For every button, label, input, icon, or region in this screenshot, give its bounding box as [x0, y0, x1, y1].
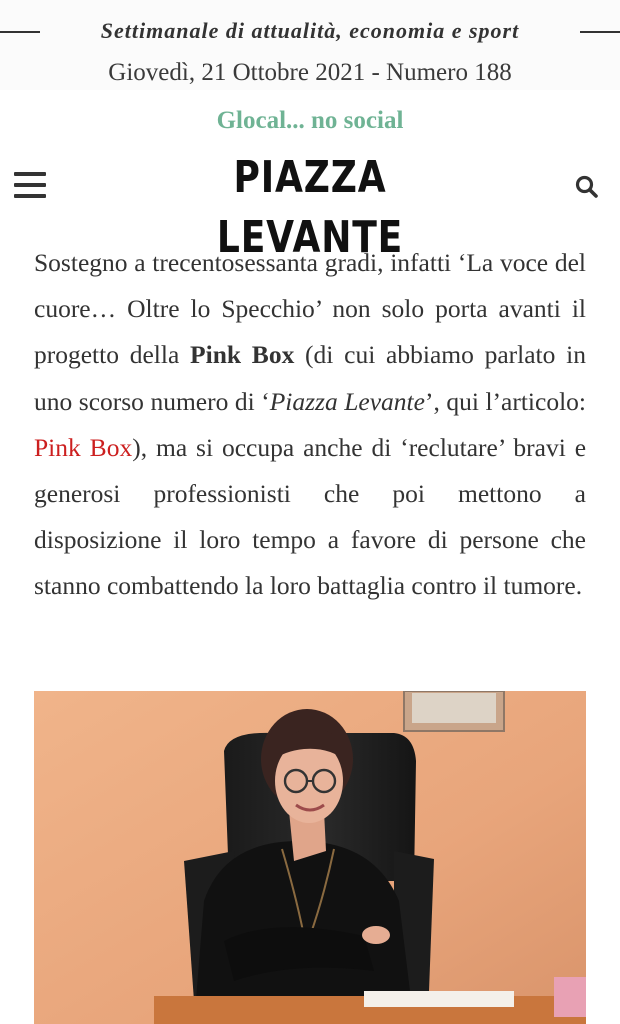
tagline-row	[0, 14, 620, 48]
article-photo	[34, 691, 586, 1024]
tagline-rule-right	[580, 31, 620, 33]
pink-box-link[interactable]: Pink Box	[34, 432, 133, 462]
hamburger-menu-icon[interactable]	[14, 170, 48, 200]
site-logo[interactable]: PIAZZA LEVANTE	[216, 152, 404, 263]
pink-box-bold: Pink Box	[190, 340, 295, 370]
photo-illustration	[34, 691, 586, 1024]
tagline: Settimanale di attualità, economia e sport	[100, 18, 520, 43]
article-text: (di cui abbiamo parlato in uno scorso numero di ‘	[34, 340, 586, 416]
article-text: ), ma si occupa anche di ‘reclutare’ bravi e generosi professionisti che poi mettono a disposizione il loro tempo a favore di persone che stanno combattendo la loro battaglia contro il tumore.	[34, 432, 587, 601]
newspaper-name: Piazza Levante	[269, 386, 425, 416]
issue-date-line: Giovedì, 21 Ottobre 2021 - Numero 188	[108, 59, 512, 86]
article-paragraph	[34, 240, 586, 610]
tagline-rule-left	[0, 31, 40, 33]
search-icon[interactable]	[574, 174, 600, 200]
article-text: ’, qui l’articolo:	[424, 386, 586, 416]
article-text: Sostegno a trecentosessanta gradi, infatti ‘La voce del cuore… Oltre lo Specchio’ non solo porta avanti il progetto della	[34, 248, 586, 370]
masthead-top-strip	[0, 0, 620, 90]
slogan: Glocal... no social	[216, 107, 404, 134]
